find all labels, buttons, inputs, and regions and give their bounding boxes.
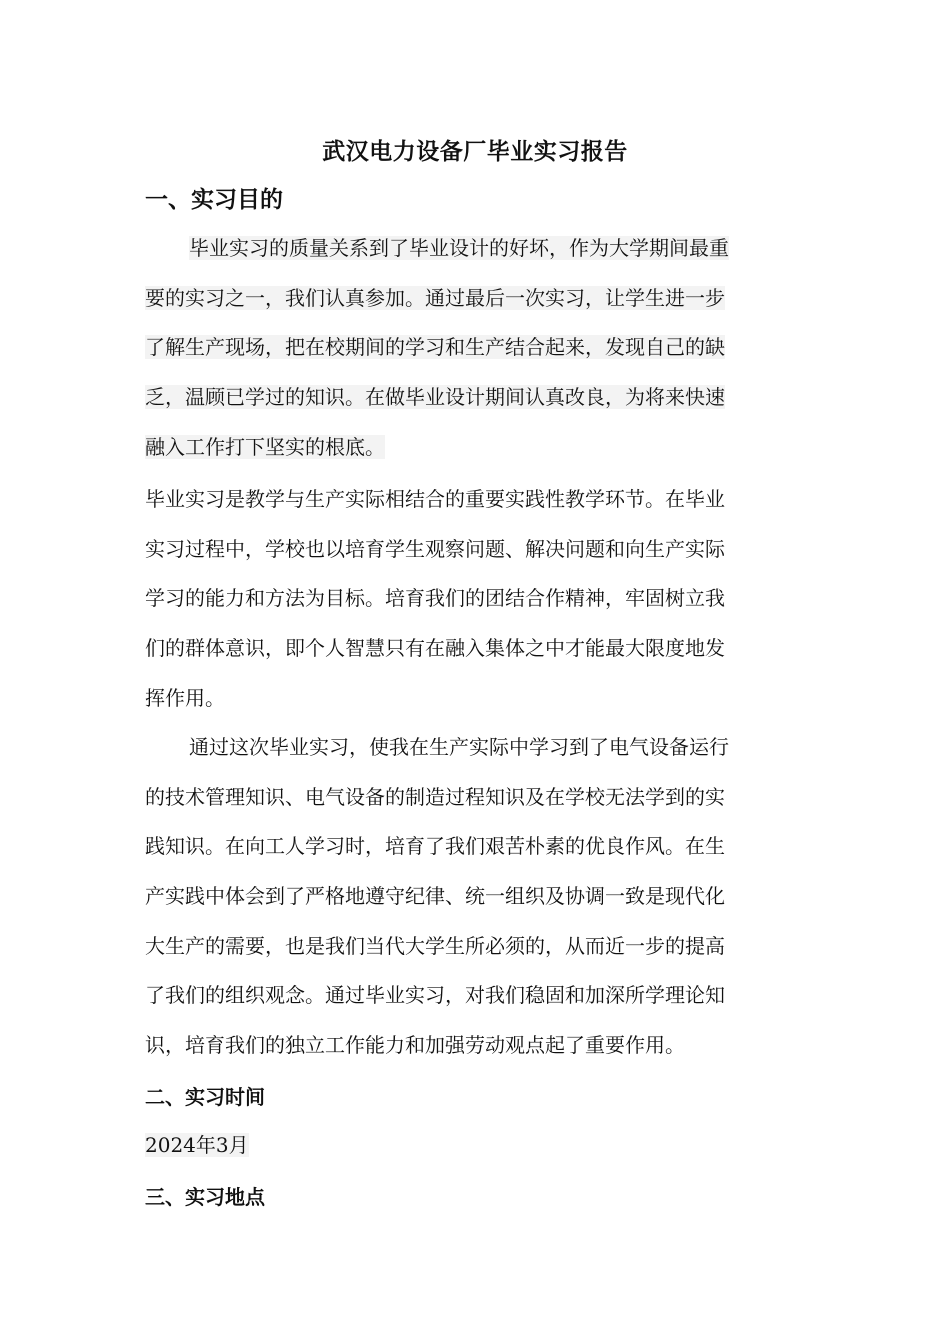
internship-time-text: 2024年3月	[145, 1133, 249, 1157]
paragraph-line: 学习的能力和方法为目标。培育我们的团结合作精神，牢固树立我	[145, 586, 725, 611]
paragraph-line: 践知识。在向工人学习时，培育了我们艰苦朴素的优良作风。在生	[145, 834, 725, 859]
paragraph-line: 产实践中体会到了严格地遵守纪律、统一组织及协调一致是现代化	[145, 884, 725, 909]
paragraph-purpose	[145, 224, 807, 472]
paragraph-practice	[145, 475, 807, 723]
paragraph-summary	[145, 723, 807, 1071]
section-heading-purpose: 一、实习目的	[145, 186, 283, 213]
paragraph-line: 乏，温顾已学过的知识。在做毕业设计期间认真改良，为将来快速	[145, 385, 725, 410]
paragraph-line: 融入工作打下坚实的根底。	[145, 434, 385, 459]
paragraph-line: 实习过程中，学校也以培育学生观察问题、解决问题和向生产实际	[145, 536, 725, 561]
section-heading-location: 三、实习地点	[145, 1185, 265, 1209]
paragraph-line: 要的实习之一，我们认真参加。通过最后一次实习，让学生进一步	[145, 285, 725, 310]
paragraph-line: 大生产的需要，也是我们当代大学生所必须的，从而近一步的提高	[145, 933, 725, 958]
paragraph-line: 识，培育我们的独立工作能力和加强劳动观点起了重要作用。	[145, 1033, 685, 1058]
paragraph-line: 挥作用。	[145, 685, 225, 710]
paragraph-line: 了解生产现场，把在校期间的学习和生产结合起来，发现自己的缺	[145, 335, 725, 360]
paragraph-line: 通过这次毕业实习，使我在生产实际中学习到了电气设备运行	[189, 735, 729, 759]
document-title: 武汉电力设备厂毕业实习报告	[322, 138, 628, 165]
section-heading-time: 二、实习时间	[145, 1085, 265, 1109]
paragraph-line: 毕业实习是教学与生产实际相结合的重要实践性教学环节。在毕业	[145, 487, 725, 511]
paragraph-line: 们的群体意识，即个人智慧只有在融入集体之中才能最大限度地发	[145, 636, 725, 661]
paragraph-line: 的技术管理知识、电气设备的制造过程知识及在学校无法学到的实	[145, 784, 725, 809]
paragraph-line: 毕业实习的质量关系到了毕业设计的好坏，作为大学期间最重	[189, 236, 729, 260]
paragraph-line: 了我们的组织观念。通过毕业实习，对我们稳固和加深所学理论知	[145, 983, 725, 1008]
